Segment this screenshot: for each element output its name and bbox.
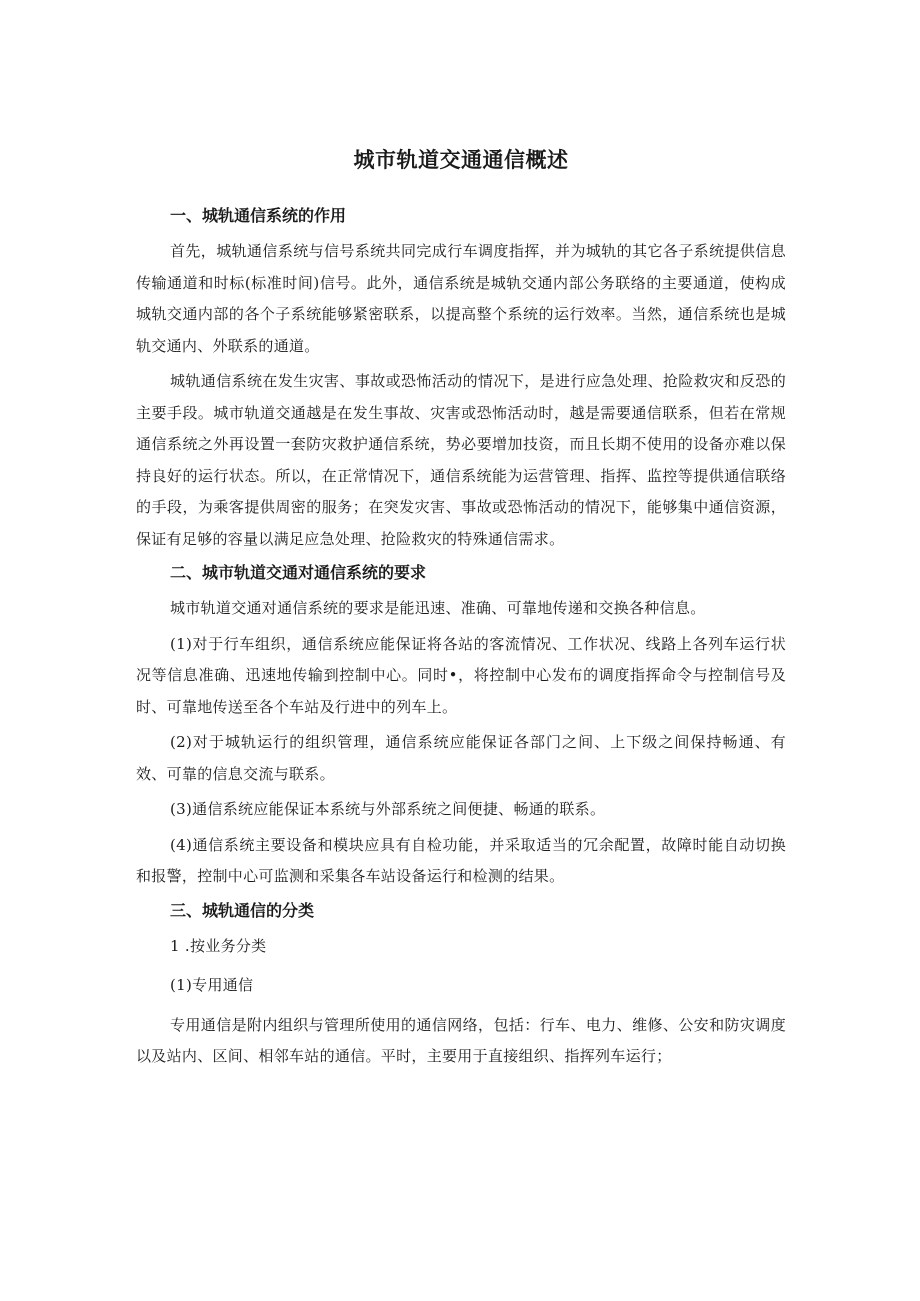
list-item-dedicated-comm: (1)专用通信 [170, 976, 254, 994]
section-heading-role: 一、城轨通信系统的作用 [170, 206, 347, 225]
paragraph: (1)对于行车组织，通信系统应能保证将各站的客流情况、工作状况、线路上各列车运行状况等信息准确、迅速地传输到控制中心。同时•，将控制中心发布的调度指挥命令与控制信号及时、可靠地传送至各个车站及行进中的列车上。 [136, 634, 786, 716]
paragraph: (4)通信系统主要设备和模块应具有自检功能，并采取适当的冗余配置，故障时能自动切换和报警，控制中心可监测和采集各车站设备运行和检测的结果。 [136, 835, 786, 885]
section-heading-classification: 三、城轨通信的分类 [170, 900, 315, 920]
list-item-by-business: 1 .按业务分类 [170, 936, 267, 955]
paragraph: (3)通信系统应能保证本系统与外部系统之间便捷、畅通的联系。 [170, 800, 606, 818]
paragraph: 城市轨道交通对通信系统的要求是能迅速、准确、可靠地传递和交换各种信息。 [170, 599, 706, 617]
section-heading-requirements: 二、城市轨道交通对通信系统的要求 [170, 563, 427, 582]
paragraph: 专用通信是附内组织与管理所使用的通信网络，包括：行车、电力、维修、公安和防灾调度以及站内、区间、相邻车站的通信。平时，主要用于直接组织、指挥列车运行； [136, 1015, 786, 1065]
paragraph: (2)对于城轨运行的组织管理，通信系统应能保证各部门之间、上下级之间保持畅通、有效、可靠的信息交流与联系。 [136, 733, 786, 783]
document-title: 城市轨道交通通信概述 [353, 148, 569, 172]
paragraph: 城轨通信系统在发生灾害、事故或恐怖活动的情况下，是进行应急处理、抢险救灾和反恐的主要手段。城市轨道交通越是在发生事故、灾害或恐怖活动时，越是需要通信联系，但若在常规通信系统之外再设置一套防灾救护通信系统，势必要增加技资，而且长期不使用的设备亦难以保持良好的运行状态。所以，在正常情况下，通信系统能为运营管理、指挥、监控等提供通信联络的手段，为乘客提供周密的服务；在突发灾害、事故或恐怖活动的情况下，能够集中通信资源，保证有足够的容量以满足应急处理、抢险救灾的特殊通信需求。 [136, 372, 786, 548]
paragraph: 首先，城轨通信系统与信号系统共同完成行车调度指挥，并为城轨的其它各子系统提供信息传输通道和时标(标准时间)信号。此外，通信系统是城轨交通内部公务联络的主要通道，使构成城轨交通内部的各个子系统能够紧密联系，以提高整个系统的运行效率。当然，通信系统也是城轨交通内、外联系的通道。 [136, 242, 786, 355]
document-body [136, 140, 786, 1077]
